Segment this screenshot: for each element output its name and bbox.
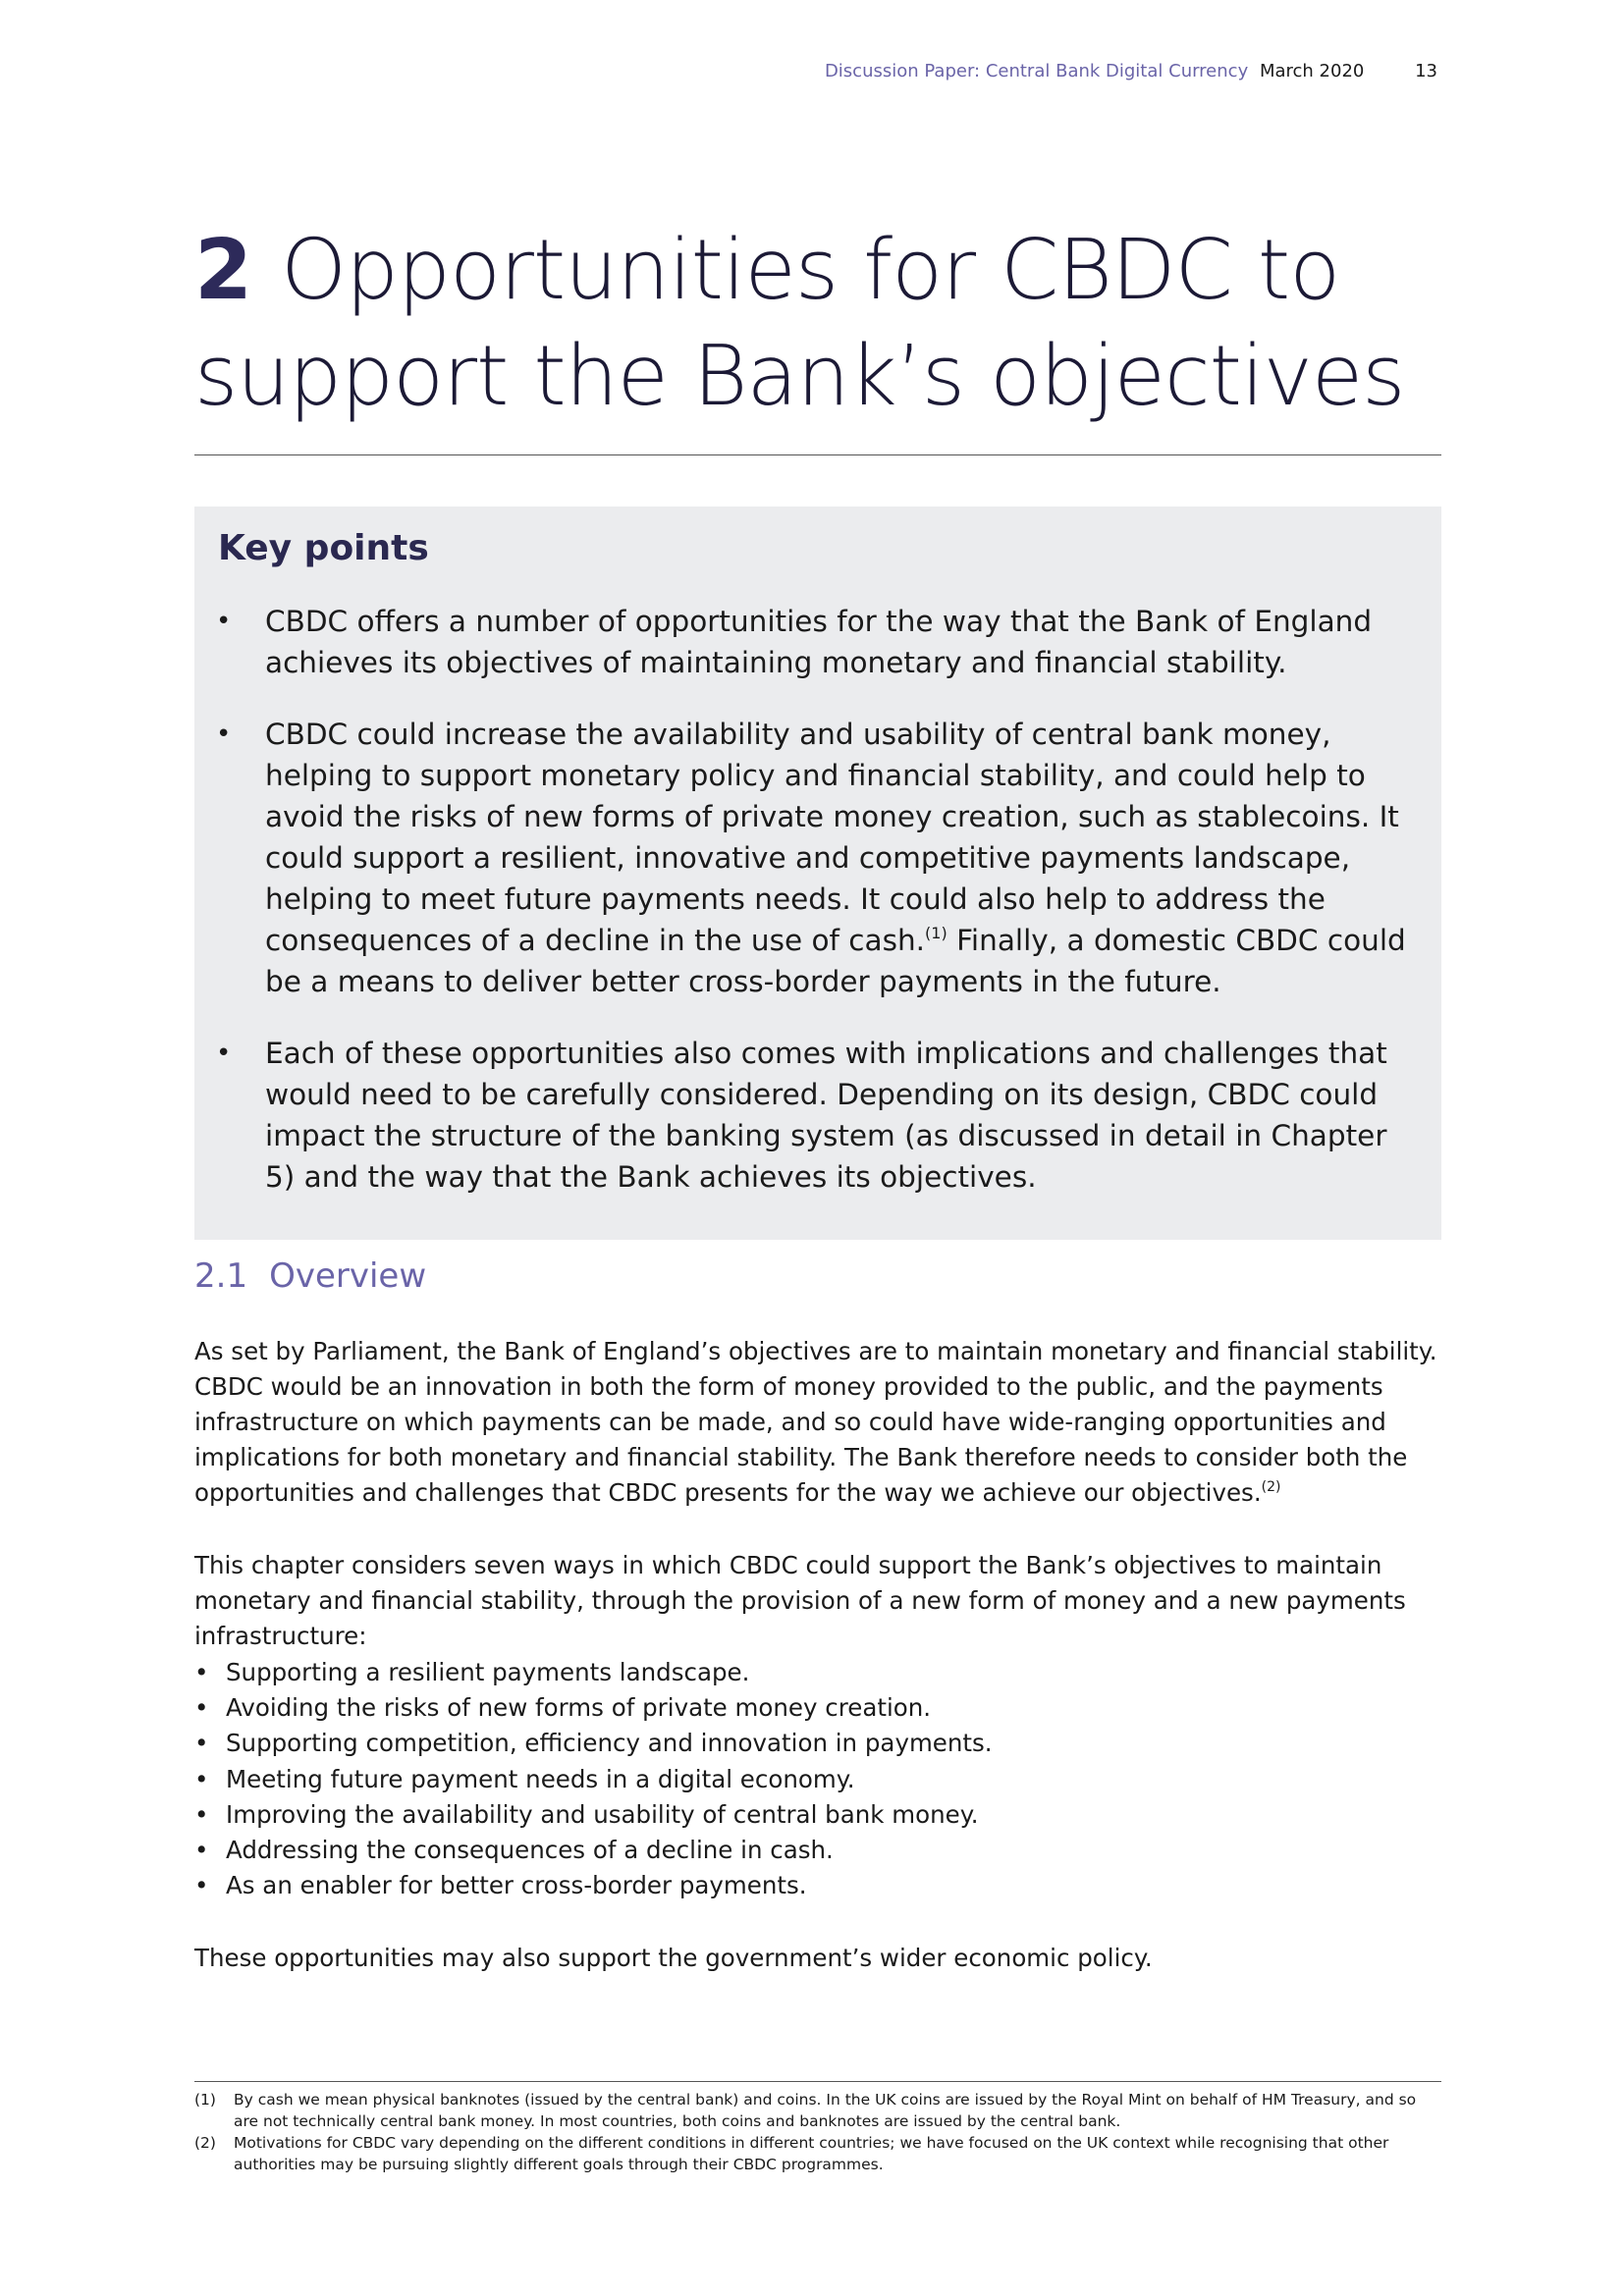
page-number: 13 (1415, 61, 1437, 81)
bullet-icon: • (194, 1693, 209, 1723)
footnote (194, 2132, 1441, 2175)
chapter-title-line1: Opportunities for CBDC to (281, 222, 1340, 319)
running-header (825, 61, 1437, 81)
bullet-icon: • (194, 1729, 209, 1758)
chapter-title-line2: support the Bank’s objectives (194, 328, 1405, 425)
key-point-text: CBDC offers a number of opportunities for the way that the Bank of England achieves its objectives of maintaining monetary and financial stability. (265, 605, 1373, 679)
footnotes (194, 2089, 1441, 2175)
list-item (194, 1797, 1441, 1833)
key-point-text-continued: Finally, a domestic CBDC could be a means to deliver better cross-border payments in the future. (265, 924, 1406, 998)
chapter-title (194, 218, 1441, 430)
bullet-icon: • (194, 1799, 209, 1829)
chapter-number: 2 (194, 222, 252, 319)
key-points-list (194, 601, 1441, 1228)
list-item-text: Addressing the consequences of a decline in cash. (226, 1836, 834, 1865)
body-paragraph: This chapter considers seven ways in which CBDC could support the Bank’s objectives to maintain monetary and financial stability, through the provision of a new form of money and a new payments infrastructure: (194, 1551, 1406, 1650)
key-point-item (194, 1033, 1441, 1198)
footnote-text: By cash we mean physical banknotes (issued by the central bank) and coins. In the UK coins are issued by the Royal Mint on behalf of HM Treasury, and so are not technically central bank money. In most countries, both coins and banknotes are issued by the central bank. (234, 2091, 1417, 2130)
list-item-text: Improving the availability and usability of central bank money. (226, 1799, 979, 1829)
key-points-box (194, 507, 1441, 1240)
list-item (194, 1762, 1441, 1797)
key-point-item (194, 601, 1441, 683)
section-heading (194, 1256, 426, 1296)
key-point-text: Each of these opportunities also comes with implications and challenges that would need to be carefully considered. Depending on its design, CBDC could impact the structure of the banking system (as discussed in detail in Chapter 5) and the way that the Bank achieves its objectives. (265, 1037, 1387, 1194)
list-item-text: Supporting competition, efficiency and innovation in payments. (226, 1729, 993, 1758)
list-item-text: Meeting future payment needs in a digital economy. (226, 1764, 855, 1793)
bullet-icon: • (194, 1871, 209, 1900)
objectives-list (194, 1655, 1441, 1903)
section-title: Overview (269, 1256, 427, 1296)
bullet-icon: • (216, 1039, 232, 1068)
section-number: 2.1 (194, 1256, 248, 1296)
list-item (194, 1655, 1441, 1690)
running-header-date: March 2020 (1259, 61, 1365, 81)
bullet-icon: • (194, 1836, 209, 1865)
list-item-text: As an enabler for better cross-border payments. (226, 1871, 807, 1900)
key-point-item (194, 714, 1441, 1002)
footnote-reference: (2) (1261, 1479, 1281, 1495)
bullet-icon: • (216, 720, 232, 749)
list-item (194, 1726, 1441, 1761)
bullet-icon: • (194, 1658, 209, 1686)
list-item-text: Avoiding the risks of new forms of private money creation. (226, 1693, 932, 1723)
footnote (194, 2089, 1441, 2132)
bullet-icon: • (194, 1764, 209, 1793)
list-item (194, 1868, 1441, 1903)
list-item (194, 1690, 1441, 1726)
title-divider (194, 454, 1441, 455)
footnote-marker: (2) (194, 2134, 216, 2152)
footnote-divider (194, 2081, 1441, 2082)
key-point-text: CBDC could increase the availability and usability of central bank money, helping to support monetary policy and financial stability, and could help to avoid the risks of new forms of private money creation, such as stablecoins. It could support a resilient, innovative and competitive payments landscape, helping to meet future payments needs. It could also help to address the consequences of a decline in the use of cash. (265, 718, 1399, 957)
list-item-text: Supporting a resilient payments landscape. (226, 1658, 750, 1686)
key-points-heading: Key points (218, 528, 429, 568)
body-paragraph (194, 1334, 1441, 1511)
body-paragraph: These opportunities may also support the government’s wider economic policy. (194, 1944, 1153, 1972)
paragraph-text: As set by Parliament, the Bank of England’s objectives are to maintain monetary and financial stability. CBDC would be an innovation in both the form of money provided to the public, and the payments infrastructure on which payments can be made, and so could have wide-ranging opportunities and implications for both monetary and financial stability. The Bank therefore needs to consider both the opportunities and challenges that CBDC presents for the way we achieve our objectives. (194, 1337, 1437, 1507)
footnote-reference: (1) (925, 924, 947, 942)
list-item (194, 1833, 1441, 1868)
bullet-icon: • (216, 607, 232, 636)
footnote-text: Motivations for CBDC vary depending on the different conditions in different countries; we have focused on the UK context while recognising that other authorities may be pursuing slightly different goals through their CBDC programmes. (234, 2134, 1389, 2173)
footnote-marker: (1) (194, 2091, 216, 2109)
running-header-title: Discussion Paper: Central Bank Digital Currency (824, 61, 1249, 81)
